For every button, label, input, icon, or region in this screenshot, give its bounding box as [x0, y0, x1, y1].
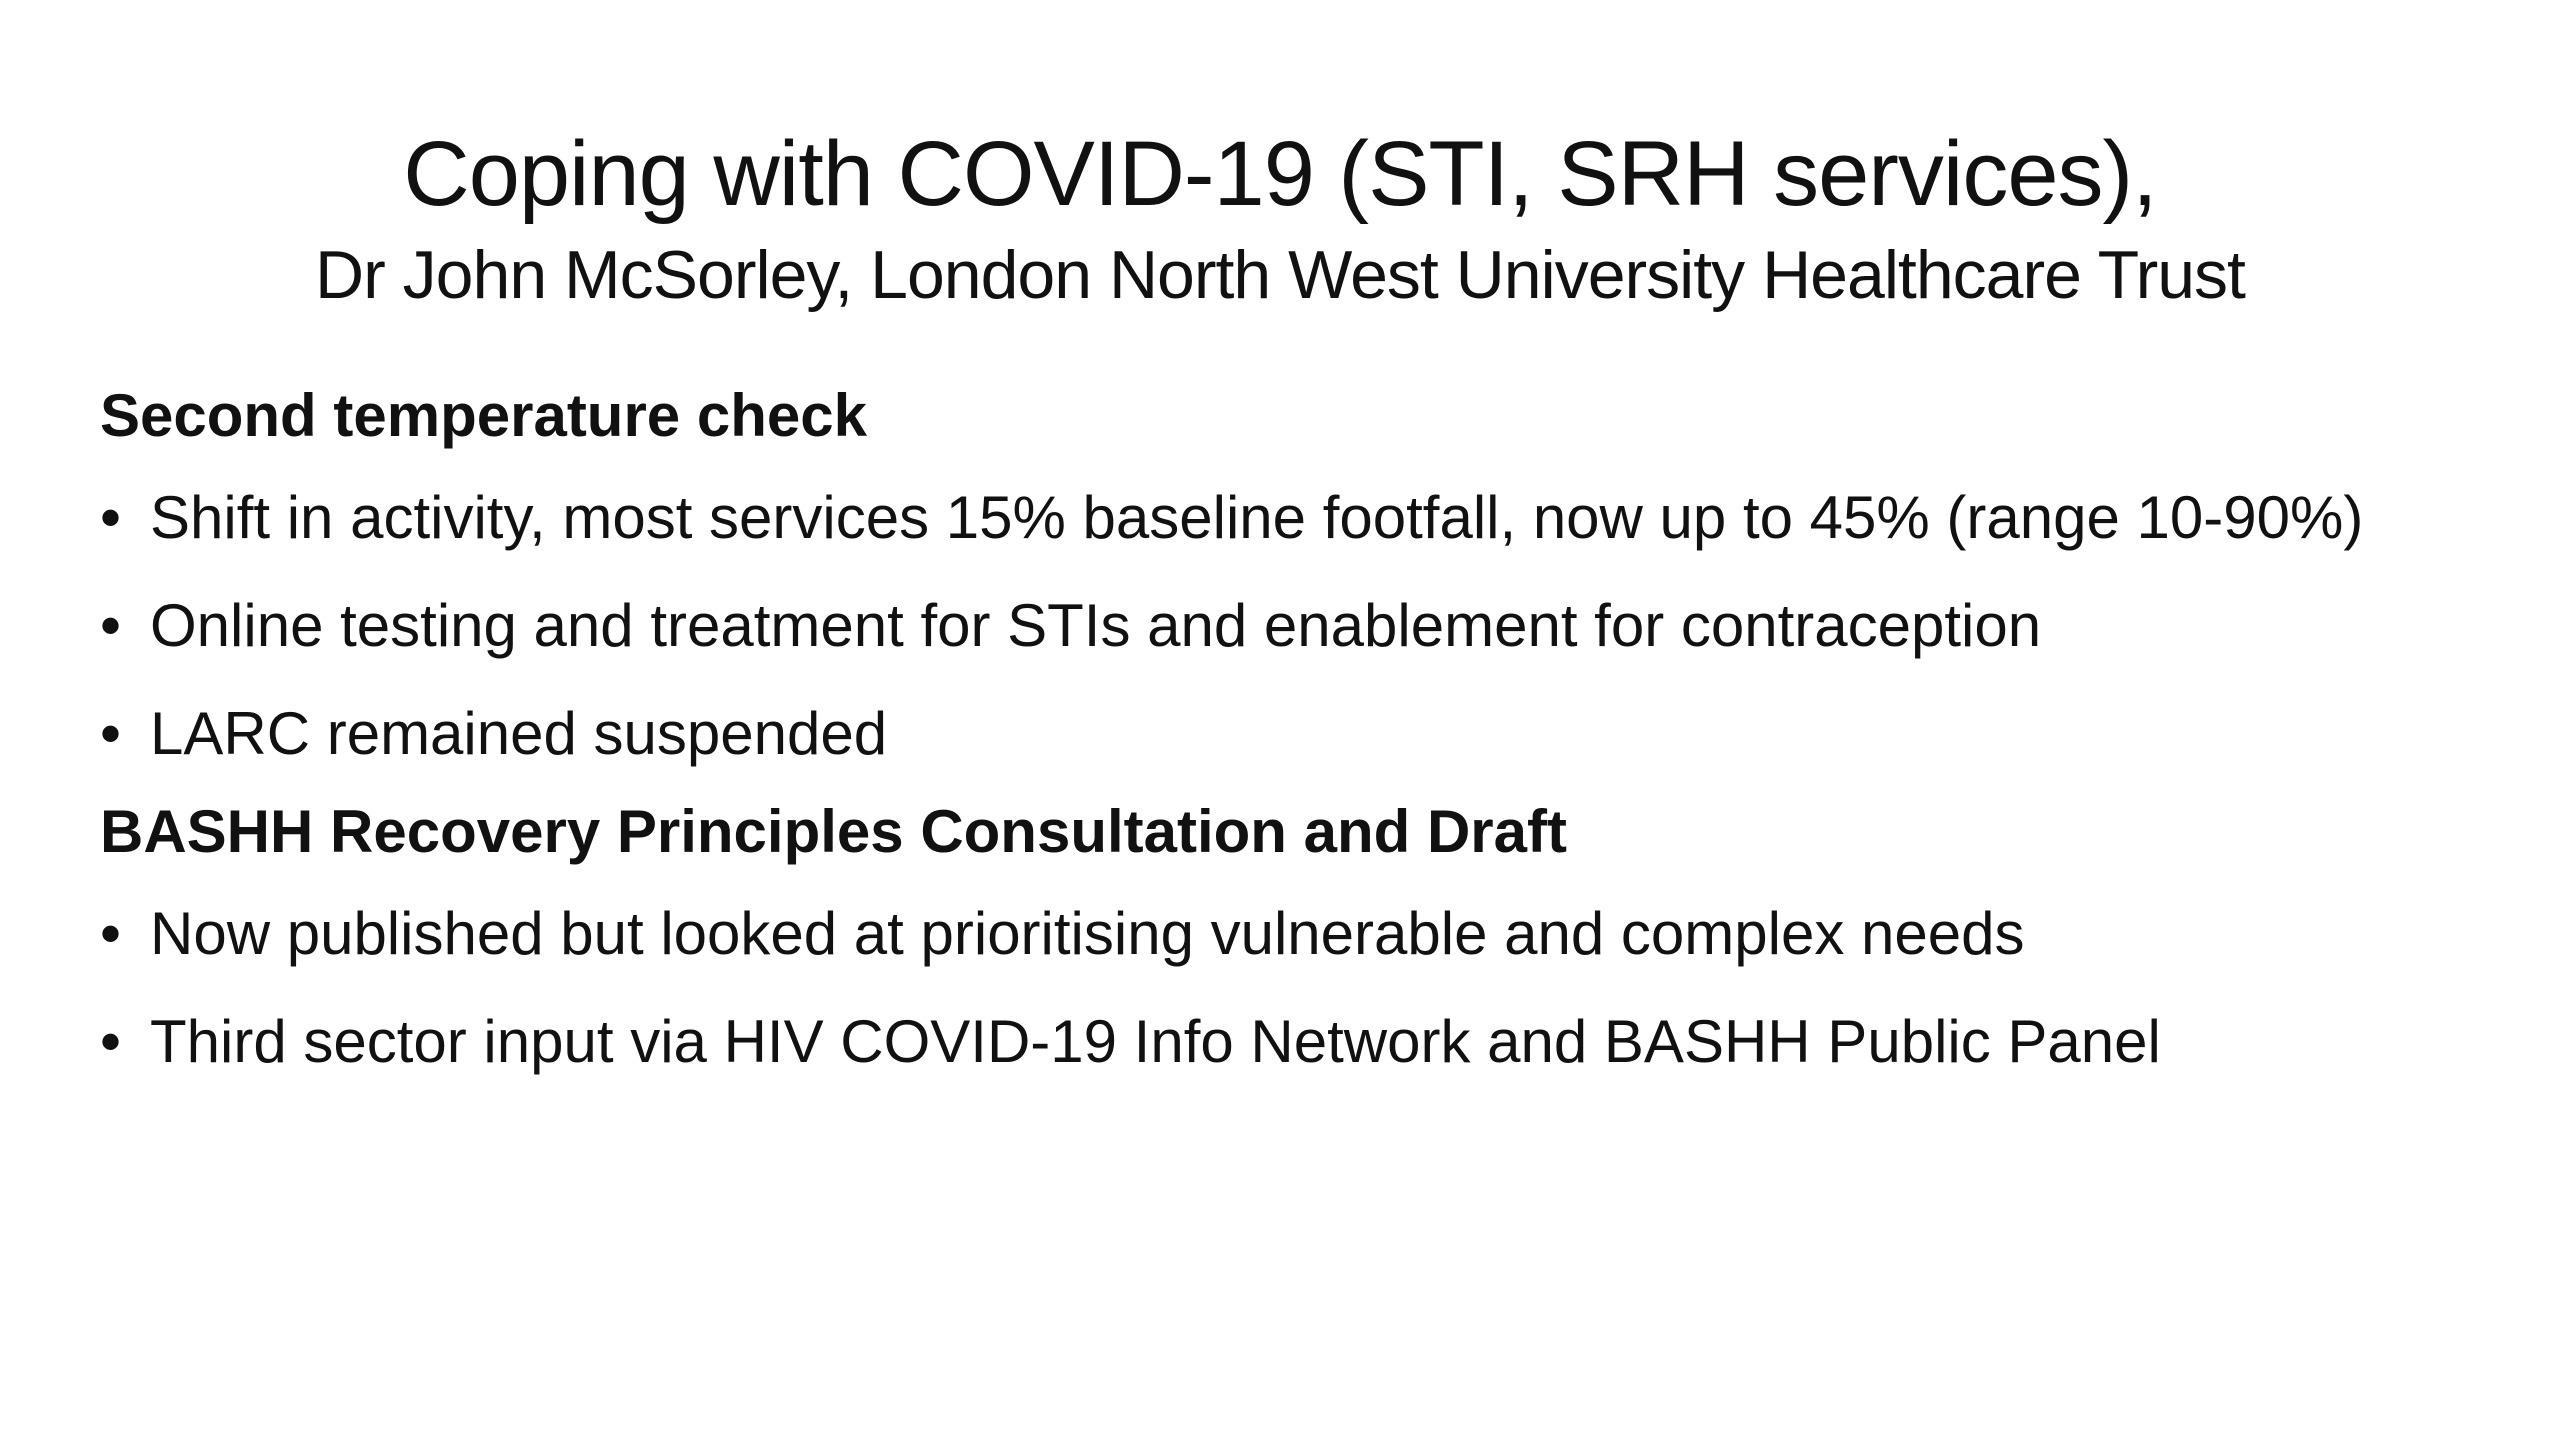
slide-content [100, 380, 2460, 1084]
list-item [100, 892, 2460, 976]
section-heading-temperature-check: Second temperature check [100, 382, 867, 449]
slide-title: Coping with COVID-19 (STI, SRH services), [403, 123, 2157, 225]
list-item [100, 692, 2460, 776]
bullet-list-bashh-recovery [100, 892, 2460, 1084]
bullet-list-temperature-check [100, 476, 2460, 776]
bullet-icon: • [100, 700, 122, 767]
bullet-text: Shift in activity, most services 15% baseline footfall, now up to 45% (range 10-90%) [150, 484, 2364, 551]
bullet-text: Now published but looked at prioritising vulnerable and complex needs [150, 900, 2025, 967]
section-heading-bashh-recovery: BASHH Recovery Principles Consultation and Draft [100, 798, 1567, 865]
bullet-icon: • [100, 484, 122, 551]
list-item [100, 584, 2460, 668]
list-item [100, 476, 2460, 560]
title-block [0, 118, 2560, 320]
bullet-icon: • [100, 900, 122, 967]
bullet-icon: • [100, 1008, 122, 1075]
bullet-icon: • [100, 592, 122, 659]
bullet-text: LARC remained suspended [150, 700, 888, 767]
slide-subtitle: Dr John McSorley, London North West University Healthcare Trust [315, 237, 2245, 313]
list-item [100, 1000, 2460, 1084]
bullet-text: Third sector input via HIV COVID-19 Info Network and BASHH Public Panel [150, 1008, 2161, 1075]
bullet-text: Online testing and treatment for STIs and enablement for contraception [150, 592, 2042, 659]
